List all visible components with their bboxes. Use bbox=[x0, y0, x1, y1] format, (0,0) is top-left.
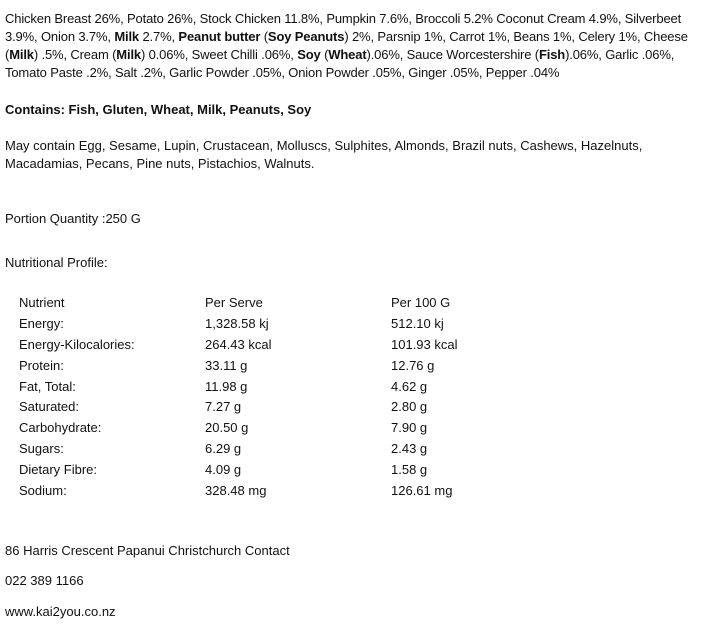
ingredient-text: ) 0.06%, Sweet Chilli .06%, bbox=[140, 47, 298, 62]
nutrient-name: Protein: bbox=[19, 357, 64, 373]
nutrient-name: Sodium: bbox=[19, 482, 67, 498]
header-nutrient: Nutrient bbox=[19, 295, 65, 311]
per-100g-value: 7.90 g bbox=[391, 420, 428, 436]
per-100g-value: 4.62 g bbox=[391, 378, 428, 394]
contact-website: www.kai2you.co.nz bbox=[5, 604, 116, 619]
nutrition-row bbox=[19, 418, 511, 439]
nutrition-header-row bbox=[19, 293, 511, 314]
per-serve-value: 4.09 g bbox=[205, 461, 242, 477]
nutrient-name: Sugars: bbox=[19, 440, 64, 456]
nutrition-row bbox=[19, 397, 511, 418]
nutrition-row bbox=[19, 355, 511, 376]
nutritional-profile-label: Nutritional Profile: bbox=[5, 255, 108, 270]
may-contain-statement: May contain Egg, Sesame, Lupin, Crustacean, Molluscs, Sulphites, Almonds, Brazil nuts, Cashews, Hazelnuts, Macadamias, Pecans, Pine nuts, Pistachios, Walnuts. bbox=[5, 138, 643, 171]
nutrition-row bbox=[19, 439, 511, 460]
per-serve-value: 1,328.58 kj bbox=[205, 316, 269, 332]
allergen-highlight: Soy Peanuts bbox=[267, 29, 345, 44]
allergen-highlight: Milk bbox=[114, 29, 139, 44]
contact-phone: 022 389 1166 bbox=[5, 573, 84, 588]
header-per-100g: Per 100 G bbox=[391, 295, 451, 311]
per-serve-value: 328.48 mg bbox=[205, 482, 267, 498]
nutrient-name: Energy-Kilocalories: bbox=[19, 336, 135, 352]
per-serve-value: 264.43 kcal bbox=[205, 336, 272, 352]
nutrition-row bbox=[19, 480, 511, 501]
per-serve-value: 7.27 g bbox=[205, 399, 242, 415]
contact-address: 86 Harris Crescent Papanui Christchurch Contact bbox=[5, 543, 290, 558]
nutrient-name: Dietary Fibre: bbox=[19, 461, 98, 477]
per-100g-value: 126.61 mg bbox=[391, 482, 453, 498]
ingredient-text: ( bbox=[260, 29, 268, 44]
per-serve-value: 6.29 g bbox=[205, 440, 242, 456]
per-100g-value: 1.58 g bbox=[391, 461, 428, 477]
per-serve-value: 11.98 g bbox=[205, 378, 248, 394]
ingredient-text: ).06%, Garlic .06%, Tomato Paste .2%, Salt .2%, Garlic Powder .05%, Onion Powder .05%, Ginger .05%, Pepper .04% bbox=[5, 47, 675, 80]
nutrient-name: Energy: bbox=[19, 316, 64, 332]
per-serve-value: 33.11 g bbox=[205, 357, 248, 373]
nutrition-row bbox=[19, 459, 511, 480]
ingredient-text: ) 2%, Parsnip 1%, Carrot 1%, Beans 1%, Celery 1%, Cheese ( bbox=[5, 29, 688, 62]
ingredient-text: ) .5%, Cream ( bbox=[33, 47, 117, 62]
nutrition-row bbox=[19, 314, 511, 335]
ingredient-text: 2.7%, bbox=[139, 29, 179, 44]
allergen-highlight: Fish bbox=[538, 47, 566, 62]
per-serve-value: 20.50 g bbox=[205, 420, 249, 436]
allergen-contains: Contains: Fish, Gluten, Wheat, Milk, Peanuts, Soy bbox=[5, 102, 312, 117]
nutrition-row bbox=[19, 335, 511, 356]
allergen-highlight: Milk bbox=[116, 47, 141, 62]
allergen-highlight: Milk bbox=[9, 47, 34, 62]
nutrient-name: Saturated: bbox=[19, 399, 79, 415]
nutrient-name: Carbohydrate: bbox=[19, 420, 102, 436]
per-100g-value: 101.93 kcal bbox=[391, 336, 458, 352]
allergen-highlight: Soy bbox=[297, 47, 321, 62]
per-100g-value: 512.10 kj bbox=[391, 316, 444, 332]
nutrition-table bbox=[19, 293, 511, 501]
header-per-serve: Per Serve bbox=[205, 295, 263, 311]
nutrition-row bbox=[19, 376, 511, 397]
per-100g-value: 12.76 g bbox=[391, 357, 435, 373]
ingredients-list bbox=[5, 10, 703, 82]
ingredient-text: ( bbox=[320, 47, 329, 62]
allergen-highlight: Peanut butter bbox=[178, 29, 261, 44]
allergen-highlight: Wheat bbox=[328, 47, 367, 62]
ingredient-text: ).06%, Sauce Worcestershire ( bbox=[366, 47, 539, 62]
per-100g-value: 2.43 g bbox=[391, 440, 428, 456]
per-100g-value: 2.80 g bbox=[391, 399, 428, 415]
nutrient-name: Fat, Total: bbox=[19, 378, 76, 394]
ingredient-text: Chicken Breast 26%, Potato 26%, Stock Chicken 11.8%, Pumpkin 7.6%, Broccoli 5.2% Coconut Cream 4.9%, Silverbeet 3.9%, Onion 3.7%, bbox=[5, 11, 682, 44]
portion-quantity: Portion Quantity :250 G bbox=[5, 211, 141, 226]
